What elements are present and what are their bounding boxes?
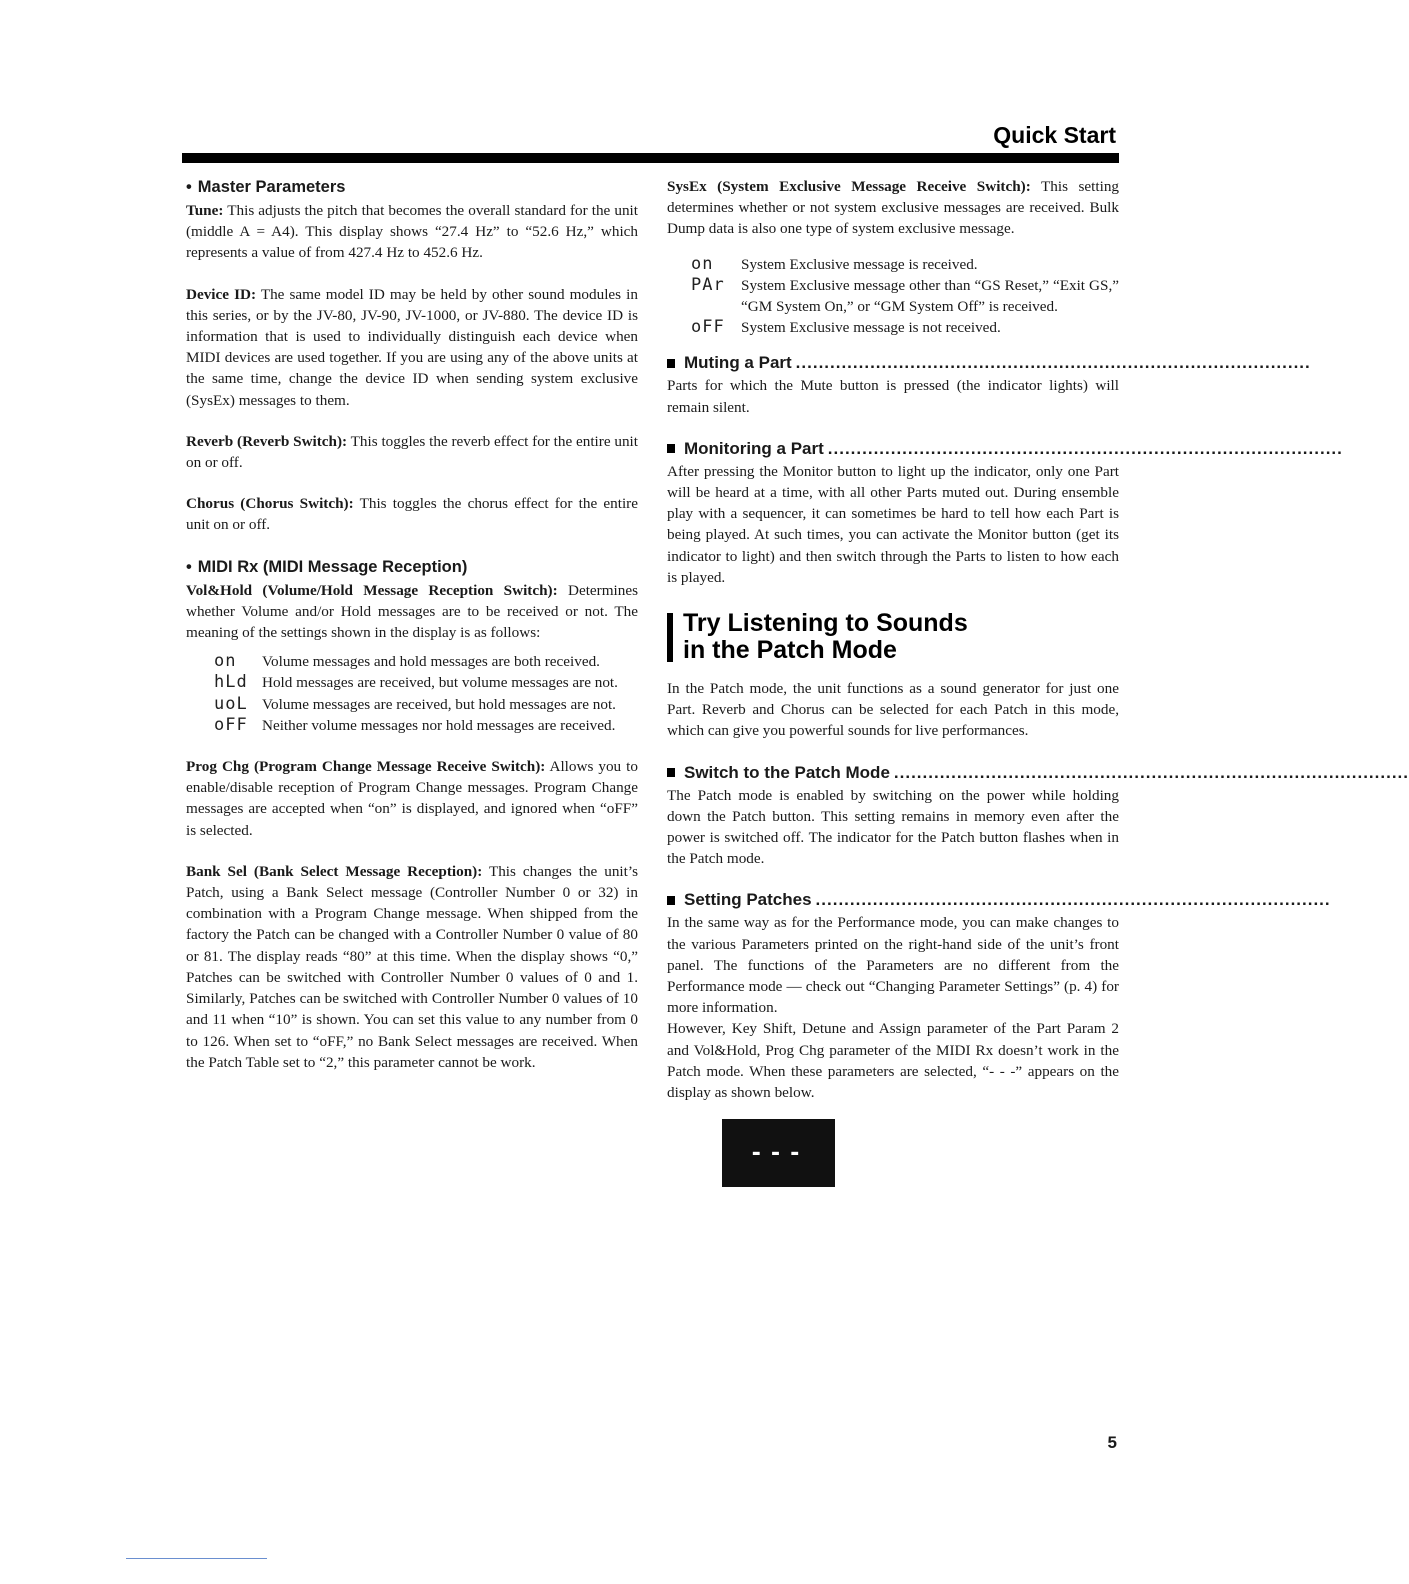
try-listening-heading: Try Listening to Sounds in the Patch Mode (667, 610, 1119, 664)
lcd-display: --- (722, 1119, 835, 1187)
display-code: PAr (691, 274, 725, 295)
square-bullet-icon (667, 359, 675, 368)
volhold-settings-list (186, 651, 638, 736)
setting-description: System Exclusive message is received. (741, 255, 978, 273)
master-parameters-heading: • Master Parameters (186, 178, 346, 196)
setting-description: Volume messages are received, but hold messages are not. (262, 695, 616, 713)
square-bullet-icon (667, 768, 675, 777)
heading-bar (667, 613, 673, 662)
reverb-paragraph: Reverb (Reverb Switch): This toggles the reverb effect for the entire unit on or off. (186, 432, 638, 472)
muting-paragraph: Parts for which the Mute button is pressed (the indicator lights) will remain silent. (667, 377, 1119, 416)
display-code: oFF (214, 714, 248, 735)
switch-patch-mode-heading: Switch to the Patch Mode .......................................................................................... (667, 762, 1119, 784)
display-code: oFF (691, 317, 725, 338)
square-bullet-icon (667, 896, 675, 905)
setting-description: Hold messages are received, but volume messages are not. (262, 674, 618, 692)
setting-row (186, 672, 638, 693)
setting-row (186, 651, 638, 672)
header-rule (182, 153, 1119, 163)
monitoring-paragraph: After pressing the Monitor button to light up the indicator, only one Part will be heard at a time, with all other Parts muted out. During ensemble play with a sequencer, it can sometimes be hard to tell how each Part is being played. At such times, you can activate the Monitor button (get its indicator to light) and then switch through the Parts to listen to how each is played. (667, 462, 1119, 586)
chorus-paragraph: Chorus (Chorus Switch): This toggles the chorus effect for the entire unit on or off. (186, 495, 638, 534)
sysex-settings-list (667, 254, 1119, 339)
setting-row (186, 694, 638, 715)
monitoring-heading: Monitoring a Part .......................................................................................... (667, 438, 1119, 460)
display-code: on (691, 253, 714, 274)
device-id-paragraph: Device ID: The same model ID may be held by other sound modules in this series, or by the JV-80, JV-90, JV-1000, or JV-880. The device ID is information that is used to individually distinguish each device when MIDI devices are used together. If you are using any of the above units at the same time, change the device ID when sending system exclusive (SysEx) messages to them. (186, 285, 638, 409)
tune-paragraph: Tune: This adjusts the pitch that becomes the overall standard for the unit (middle A = A4). This display shows “27.4 Hz” to “52.6 Hz,” which represents a value of from 427.4 Hz to 452.6 Hz. (186, 202, 638, 262)
setting-description: System Exclusive message is not received. (741, 319, 1001, 337)
muting-heading: Muting a Part .......................................................................................... (667, 352, 1119, 374)
setting-row (667, 317, 1119, 338)
setting-patches-heading: Setting Patches .......................................................................................... (667, 889, 1119, 911)
display-code: on (214, 651, 237, 672)
switch-patch-mode-paragraph: The Patch mode is enabled by switching on the power while holding down the Patch button. This setting remains in memory even after the power is switched off. The indicator for the Patch button flashes when in the Patch mode. (667, 786, 1119, 868)
setting-description: Neither volume messages nor hold messages are received. (262, 716, 616, 734)
volhold-paragraph: Vol&Hold (Volume/Hold Message Reception Switch): Determines whether Volume and/or Hold messages are to be received or not. The meaning of the settings shown in the display is as follows: (186, 581, 638, 642)
midi-rx-heading: • MIDI Rx (MIDI Message Reception) (186, 557, 468, 576)
square-bullet-icon (667, 444, 675, 453)
setting-patches-paragraph-2: However, Key Shift, Detune and Assign parameter of the Part Param 2 and Vol&Hold, Prog Chg parameter of the MIDI Rx doesn’t work in the Patch mode. When these parameters are selected, “- - -” appears on the display as shown below. (667, 1020, 1119, 1102)
setting-row (667, 275, 1119, 317)
try-listening-paragraph: In the Patch mode, the unit functions as a sound generator for just one Part. Reverb and Chorus can be selected for each Patch in this mode, which can give you powerful sounds for live performances. (667, 680, 1119, 740)
footer-rule (126, 1558, 267, 1559)
setting-description: Volume messages and hold messages are both received. (262, 653, 600, 671)
left-column (186, 176, 638, 1073)
page-header-title: Quick Start (993, 122, 1116, 148)
display-code: uoL (214, 693, 248, 714)
display-code: hLd (214, 672, 248, 693)
page-number: 5 (1107, 1433, 1117, 1452)
prog-chg-paragraph: Prog Chg (Program Change Message Receive Switch): Allows you to enable/disable reception of Program Change messages. Program Change messages are accepted when “on” is displayed, and ignored when “oFF” is selected. (186, 758, 638, 839)
bank-sel-paragraph: Bank Sel (Bank Select Message Reception): This changes the unit’s Patch, using a Bank Select message (Controller Number 0 or 32) in combination with a Program Change message. When shipped from the factory the Patch can be changed with a Controller Number 0 value of 80 or 81. The display reads “80” at this time. When the display shows “0,” Patches can be switched with Controller Number 0 values of 0 and 1. Similarly, Patches can be switched with Controller Number 0 values of 10 and 11 when “10” is shown. You can set this value to any number from 0 to 126. When set to “oFF,” no Bank Select messages are received. When the Patch Table set to “2,” this parameter cannot be work. (186, 862, 638, 1071)
setting-patches-paragraph-1: In the same way as for the Performance mode, you can make changes to the various Parameters printed on the right-hand side of the unit’s front panel. The functions of the Parameters are no different from the Performance mode — check out “Changing Parameter Settings” (p. 4) for more information. (667, 914, 1119, 1017)
sysex-paragraph: SysEx (System Exclusive Message Receive Switch): This setting determines whether or not system exclusive messages are received. Bulk Dump data is also one type of system exclusive message. (667, 178, 1120, 238)
setting-row (186, 715, 638, 736)
setting-description: System Exclusive message other than “GS Reset,” “Exit GS,” “GM System On,” or “GM System Off” is received. (741, 276, 1119, 316)
setting-row (667, 254, 1119, 275)
right-column (667, 176, 1409, 1187)
